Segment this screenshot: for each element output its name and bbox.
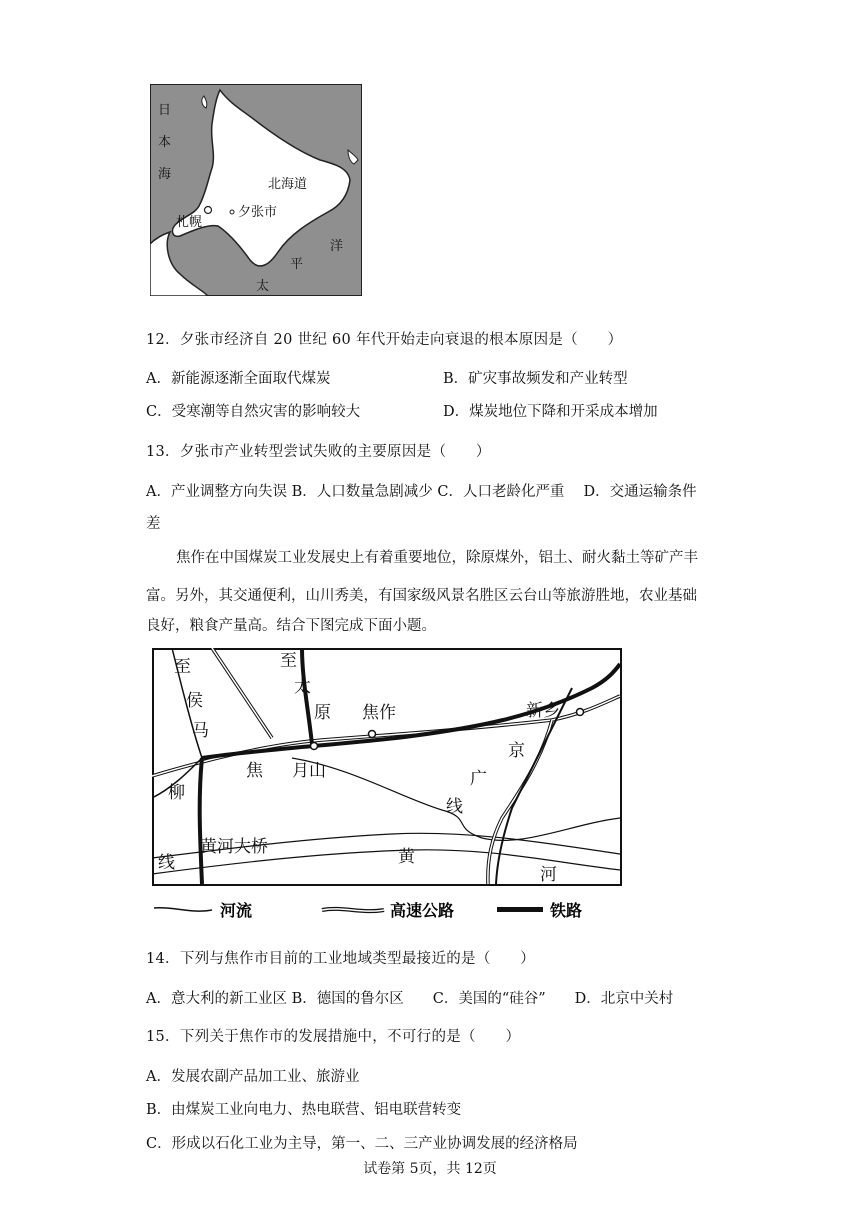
japan-sea-char-1: 日: [158, 103, 172, 118]
q14-stem: 14．下列与焦作市目前的工业地域类型最接近的是（ ）: [146, 951, 536, 967]
q12-option-d[interactable]: D．煤炭地位下降和开采成本增加: [443, 404, 658, 420]
q12-option-b[interactable]: B．矿灾事故频发和产业转型: [443, 371, 628, 387]
q13-options-wrap: 差: [146, 516, 161, 532]
hokkaido-map: [150, 84, 362, 296]
japan-sea-char-3: 海: [158, 167, 172, 182]
map2-label-yueshan: 月山: [292, 761, 326, 781]
q13-options[interactable]: A．产业调整方向失误 B．人口数量急剧减少 C．人口老龄化严重 D．交通运输条件: [146, 484, 697, 500]
yubari-marker: [230, 210, 234, 214]
japan-sea-char-2: 本: [158, 135, 172, 150]
legend-railway-label: 铁路: [550, 901, 583, 920]
pacific-char-3: 太: [256, 279, 270, 294]
yueshan-marker: [311, 743, 318, 750]
legend-river-swatch: [154, 908, 212, 911]
hokkaido-label: 北海道: [268, 177, 308, 192]
map2-label-xinxiang: 新乡: [526, 701, 560, 721]
map2-label-liu: 柳: [168, 783, 185, 803]
map2-label-jing: 京: [508, 741, 525, 761]
legend-railway-swatch: [497, 907, 543, 912]
sapporo-marker: [205, 207, 212, 214]
pacific-char-2: 平: [290, 257, 304, 272]
legend-expressway-label: 高速公路: [390, 901, 455, 920]
map2-label-zhi-1: 至: [174, 657, 191, 677]
q12-option-c[interactable]: C．受寒潮等自然灾害的影响较大: [146, 404, 361, 420]
legend-river-label: 河流: [220, 901, 253, 920]
map2-label-xian: 线: [446, 797, 463, 817]
map2-label-zhi-2: 至: [280, 651, 297, 671]
q15-option-a[interactable]: A．发展农副产品加工业、旅游业: [146, 1069, 360, 1085]
jiaozuo-map: [152, 648, 622, 886]
map2-label-houma-2: 马: [192, 721, 209, 741]
passage-line-3: 良好，粮食产量高。结合下图完成下面小题。: [146, 618, 436, 634]
map2-label-jiao: 焦: [246, 761, 263, 781]
pacific-char-1: 洋: [330, 239, 344, 254]
xinxiang-marker: [577, 709, 584, 716]
q14-options[interactable]: A．意大利的新工业区 B．德国的鲁尔区 C．美国的“硅谷” D．北京中关村: [146, 991, 674, 1007]
map2-label-he: 河: [540, 865, 557, 885]
q15-stem: 15．下列关于焦作市的发展措施中，不可行的是（ ）: [146, 1029, 521, 1045]
map2-label-xian-2: 线: [158, 853, 175, 873]
map2-label-yuan: 原: [314, 703, 331, 723]
map2-label-guang: 广: [470, 769, 487, 789]
q15-option-b[interactable]: B．由煤炭工业向电力、热电联营、铝电联营转变: [146, 1102, 462, 1118]
map2-label-bridge: 黄河大桥: [200, 837, 268, 857]
q15-option-c[interactable]: C．形成以石化工业为主导，第一、二、三产业协调发展的经济格局: [146, 1136, 578, 1152]
q13-stem: 13．夕张市产业转型尝试失败的主要原因是（ ）: [146, 444, 491, 460]
jiaozuo-marker: [369, 731, 376, 738]
map-legend: [152, 896, 602, 926]
map2-label-jiaozuo: 焦作: [362, 703, 396, 723]
page-footer: 试卷第 5页，共 12页: [363, 1161, 497, 1177]
yubari-label: 夕张市: [238, 205, 278, 220]
q12-stem: 12．夕张市经济自 20 世纪 60 年代开始走向衰退的根本原因是（ ）: [146, 332, 623, 348]
map2-label-houma-1: 侯: [186, 691, 203, 711]
passage-line-2: 富。另外，其交通便利，山川秀美，有国家级风景名胜区云台山等旅游胜地，农业基础: [146, 588, 697, 604]
passage-line-1: 焦作在中国煤炭工业发展史上有着重要地位，除原煤外，铝土、耐火黏土等矿产丰: [176, 550, 698, 566]
map2-label-tai: 太: [294, 677, 311, 697]
sapporo-label: 札幌: [176, 215, 203, 230]
q12-option-a[interactable]: A．新能源逐渐全面取代煤炭: [146, 371, 331, 387]
map2-label-huang: 黄: [398, 847, 415, 867]
